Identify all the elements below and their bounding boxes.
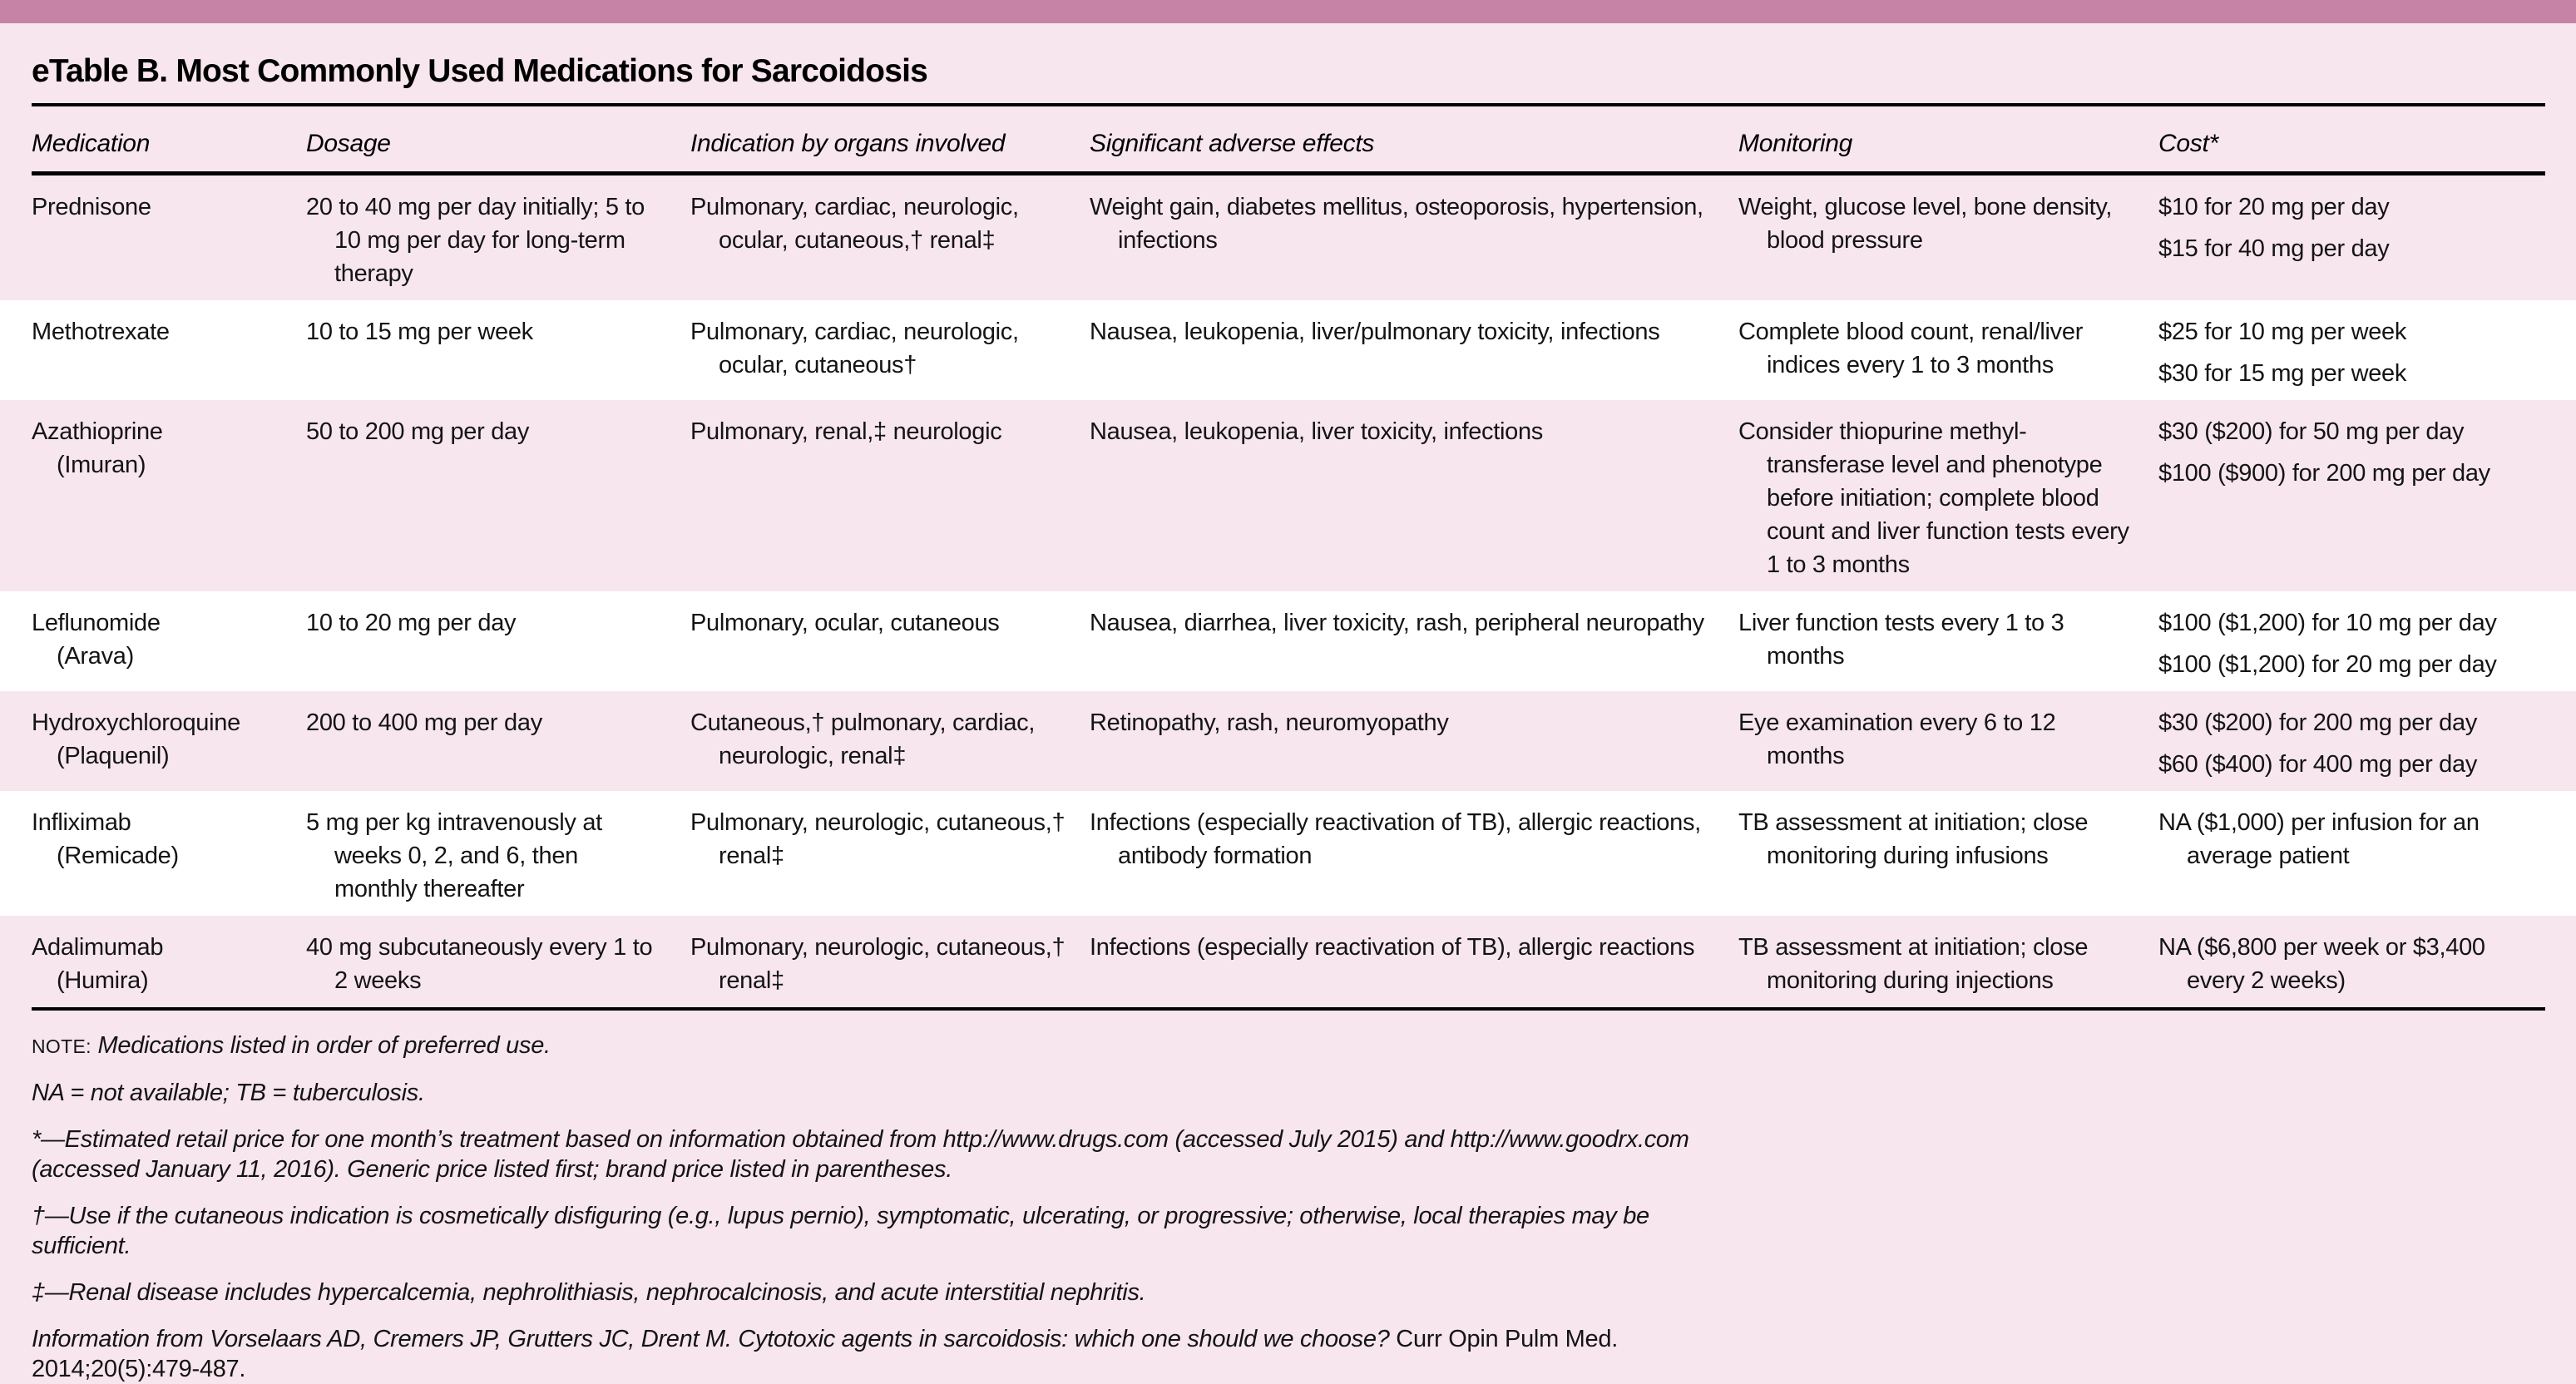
table-row [0,916,2576,1007]
note-text: Medications listed in order of preferred use. [97,1032,551,1059]
dosage-cell: 50 to 200 mg per day [306,418,530,445]
footnote-abbreviations: NA = not available; TB = tuberculosis. [32,1080,425,1106]
medication-name: Methotrexate [32,319,170,345]
table-row [0,300,2576,400]
table-header-row [0,106,2576,171]
indication-cell: Pulmonary, cardiac, neurologic, ocular, cutaneous,† renal‡ [690,194,1019,254]
column-header-dosage: Dosage [306,130,391,157]
dosage-cell: 10 to 20 mg per day [306,610,517,636]
note-label: NOTE: [32,1036,91,1057]
source-journal: Curr Opin Pulm Med. 2014;20(5):479-487. [32,1326,1618,1382]
table-row [0,400,2576,591]
cost-cell: NA ($1,000) per infusion for an average patient [2158,809,2480,869]
footnote-asterisk: *—Estimated retail price for one month’s treatment based on information obtained from http://www.drugs.com (accessed July 2015) and http://www.goodrx.com (accessed January 11, 2016). Generic price listed first; brand price listed in parentheses. [32,1126,1689,1183]
table-row [0,591,2576,691]
dosage-cell: 40 mg subcutaneously every 1 to 2 weeks [306,934,653,994]
adverse-effects-cell: Nausea, leukopenia, liver toxicity, infections [1090,418,1544,445]
medication-name: Infliximab [32,809,131,836]
monitoring-cell: Liver function tests every 1 to 3 months [1738,610,2064,670]
accent-top-bar [0,0,2576,23]
dosage-cell: 10 to 15 mg per week [306,319,533,345]
table-body [0,175,2576,1007]
monitoring-cell: TB assessment at initiation; close monitoring during infusions [1738,809,2089,869]
monitoring-cell: Consider thiopurine methyl-transferase level and phenotype before initiation; complete blood count and liver function tests every 1 to 3 months [1738,418,2129,578]
cost-cell: $100 ($1,200) for 10 mg per day $100 ($1,200) for 20 mg per day [2158,610,2497,678]
medication-cell [32,190,306,290]
medication-cell [32,315,306,390]
adverse-effects-cell: Nausea, diarrhea, liver toxicity, rash, peripheral neuropathy [1090,610,1704,636]
medication-cell [32,806,306,906]
dosage-cell: 5 mg per kg intravenously at weeks 0, 2, and 6, then monthly thereafter [306,809,602,902]
footnote-double-dagger: ‡—Renal disease includes hypercalcemia, nephrolithiasis, nephrocalcinosis, and acute interstitial nephritis. [32,1279,1146,1306]
medication-cell [32,606,306,681]
cost-cell: $10 for 20 mg per day $15 for 40 mg per day [2158,194,2390,262]
footnote-note [32,1031,1695,1061]
medication-brand: (Remicade) [57,843,179,869]
dosage-cell: 20 to 40 mg per day initially; 5 to 10 mg per day for long-term therapy [306,194,645,287]
table-row [0,691,2576,791]
indication-cell: Pulmonary, renal,‡ neurologic [690,418,1002,445]
column-header-medication: Medication [32,130,151,157]
column-header-indication: Indication by organs involved [690,130,1006,157]
cost-cell: $30 ($200) for 50 mg per day $100 ($900) for 200 mg per day [2158,418,2490,487]
cost-cell: $30 ($200) for 200 mg per day $60 ($400) for 400 mg per day [2158,709,2478,778]
medication-name: Prednisone [32,194,151,220]
adverse-effects-cell: Infections (especially reactivation of TB), allergic reactions [1090,934,1695,961]
medication-name: Hydroxychloroquine [32,709,240,736]
medication-brand: (Arava) [57,643,134,670]
indication-cell: Pulmonary, neurologic, cutaneous,† renal‡ [690,934,1066,994]
indication-cell: Pulmonary, ocular, cutaneous [690,610,1000,636]
medication-name: Azathioprine [32,418,163,445]
adverse-effects-cell: Infections (especially reactivation of TB), allergic reactions, antibody formation [1090,809,1701,869]
medication-brand: (Humira) [57,967,149,994]
medication-cell [32,415,306,581]
dosage-cell: 200 to 400 mg per day [306,709,542,736]
footnotes [0,1011,1727,1384]
indication-cell: Pulmonary, neurologic, cutaneous,† renal‡ [690,809,1066,869]
monitoring-cell: Weight, glucose level, bone density, blood pressure [1738,194,2113,254]
column-header-monitoring: Monitoring [1738,130,1853,157]
table-row [0,175,2576,300]
medication-cell [32,706,306,781]
indication-cell: Pulmonary, cardiac, neurologic, ocular, cutaneous† [690,319,1019,378]
cost-cell: $25 for 10 mg per week $30 for 15 mg per week [2158,319,2407,387]
adverse-effects-cell: Retinopathy, rash, neuromyopathy [1090,709,1449,736]
source-citation: Information from Vorselaars AD, Cremers JP, Grutters JC, Drent M. Cytotoxic agents in sarcoidosis: which one should we choose? [32,1326,1390,1352]
medication-brand: (Plaquenil) [57,743,170,769]
cost-cell: NA ($6,800 per week or $3,400 every 2 weeks) [2158,934,2485,994]
medication-name: Adalimumab [32,934,164,961]
column-header-adverse-effects: Significant adverse effects [1090,130,1375,157]
medication-brand: (Imuran) [57,452,146,478]
column-header-cost: Cost* [2158,130,2218,157]
footnote-dagger: †—Use if the cutaneous indication is cosmetically disfiguring (e.g., lupus pernio), symptomatic, ulcerating, or progressive; otherwise, local therapies may be sufficient. [32,1203,1649,1259]
table-title: eTable B. Most Commonly Used Medications for Sarcoidosis [32,53,928,89]
adverse-effects-cell: Nausea, leukopenia, liver/pulmonary toxicity, infections [1090,319,1660,345]
medication-cell [32,931,306,997]
footnote-source [32,1324,1695,1384]
indication-cell: Cutaneous,† pulmonary, cardiac, neurologic, renal‡ [690,709,1036,769]
monitoring-cell: TB assessment at initiation; close monitoring during injections [1738,934,2089,994]
table-row [0,791,2576,916]
monitoring-cell: Complete blood count, renal/liver indices every 1 to 3 months [1738,319,2084,378]
medication-name: Leflunomide [32,610,161,636]
adverse-effects-cell: Weight gain, diabetes mellitus, osteoporosis, hypertension, infections [1090,194,1703,254]
table-title-wrap [0,23,2576,90]
monitoring-cell: Eye examination every 6 to 12 months [1738,709,2056,769]
